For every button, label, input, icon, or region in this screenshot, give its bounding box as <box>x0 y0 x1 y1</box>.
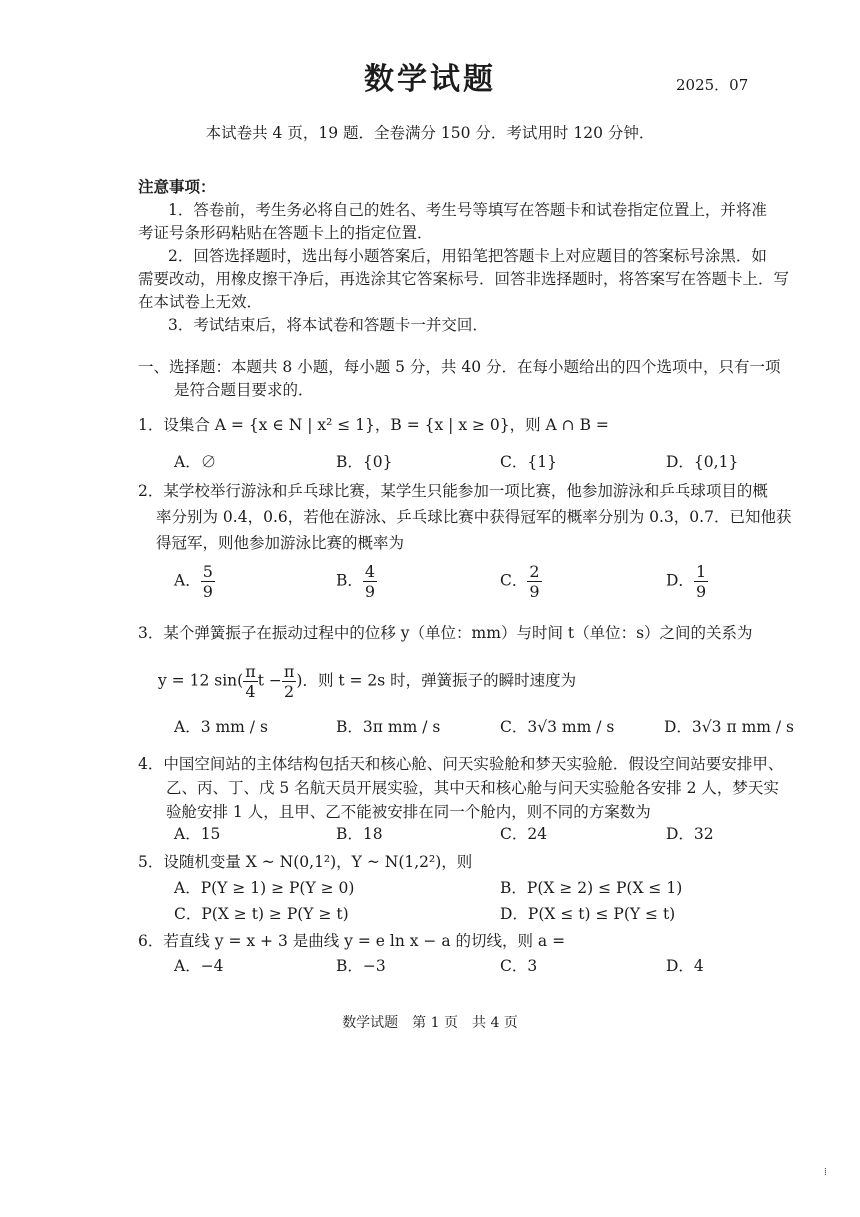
q5-option-c: C．P(X ≥ t) ≥ P(Y ≥ t) <box>174 905 349 923</box>
q6-option-a: A．−4 <box>174 957 224 975</box>
q5-option-d: D．P(X ≤ t) ≤ P(Y ≤ t) <box>500 905 676 923</box>
question-2-line: 率分别为 0.4，0.6，若他在游泳、乒乓球比赛中获得冠军的概率分别为 0.3，0.7．已知他获 <box>156 508 792 526</box>
q1-option-a: A．∅ <box>174 453 217 471</box>
notice-heading: 注意事项： <box>138 177 216 196</box>
page-footer: 数学试题 第 1 页 共 4 页 <box>342 1015 518 1031</box>
q4-option-c: C．24 <box>500 825 548 843</box>
notice-line: 3．考试结束后，将本试卷和答题卡一并交回． <box>168 316 488 334</box>
question-2-line: 得冠军，则他参加游泳比赛的概率为 <box>156 534 405 552</box>
q3-option-d: D．3√3 π mm / s <box>664 718 794 736</box>
notice-line: 在本试卷上无效． <box>138 293 263 311</box>
section-heading-cont: 是符合题目要求的． <box>174 381 314 399</box>
q3-option-b: B．3π mm / s <box>336 718 441 736</box>
q4-option-d: D．32 <box>666 825 714 843</box>
notice-line: 考证号条形码粘贴在答题卡上的指定位置． <box>138 224 433 242</box>
q4-option-b: B．18 <box>336 825 383 843</box>
question-4-line: 乙、丙、丁、戊 5 名航天员开展实验，其中天和核心舱与问天实验舱各安排 2 人，梦天实 <box>166 779 779 797</box>
question-6-stem: 6．若直线 y = x + 3 是曲线 y = e ln x − a 的切线，则 a = <box>138 932 566 950</box>
q2-option-d: D． $\frac{1}{9}$ <box>666 562 707 601</box>
page-title: 数学试题 <box>364 62 496 97</box>
question-3-line: 3．某个弹簧振子在振动过程中的位移 y（单位：mm）与时间 t（单位：s）之间的关系为 <box>138 624 753 642</box>
question-4-line: 验舱安排 1 人，且甲、乙不能被安排在同一个舱内，则不同的方案数为 <box>166 803 651 821</box>
q2-option-a: A． $\frac{5}{9}$ <box>174 562 213 601</box>
q3-option-a: A．3 mm / s <box>174 718 268 736</box>
q2-option-b: B． $\frac{4}{9}$ <box>336 562 376 601</box>
notice-line: 1．答卷前，考生务必将自己的姓名、考生号等填写在答题卡和试卷指定位置上，并将准 <box>168 201 767 219</box>
q1-option-d: D．{0,1} <box>666 453 739 471</box>
question-5-stem: 5．设随机变量 X ~ N(0,1²)，Y ~ N(1,2²)，则 <box>138 853 473 871</box>
question-1-stem: 1．设集合 A = {x ∈ N | x² ≤ 1}，B = {x | x ≥ 0}，则 A ∩ B = <box>138 416 609 434</box>
question-2-line: 2．某学校举行游泳和乒乓球比赛，某学生只能参加一项比赛，他参加游泳和乒乓球项目的概 <box>138 482 768 500</box>
q6-option-b: B．−3 <box>336 957 386 975</box>
question-4-line: 4．中国空间站的主体结构包括天和核心舱、问天实验舱和梦天实验舱．假设空间站要安排甲、 <box>138 755 784 773</box>
exam-date: 2025．07 <box>676 76 749 94</box>
q4-option-a: A．15 <box>174 825 221 843</box>
question-3-equation: y = 12 sin( $\frac{\pi}{4}$ t − $\frac{\pi}{2}$ )．则 t = 2s 时，弹簧振子的瞬时速度为 <box>158 662 577 701</box>
section-heading: 一、选择题：本题共 8 小题，每小题 5 分，共 40 分．在每小题给出的四个选项中，只有一项 <box>138 358 781 376</box>
q1-option-c: C．{1} <box>500 453 557 471</box>
notice-line: 2．回答选择题时，选出每小题答案后，用铅笔把答题卡上对应题目的答案标号涂黑．如 <box>168 247 767 265</box>
q5-option-a: A．P(Y ≥ 1) ≥ P(Y ≥ 0) <box>174 879 355 897</box>
q2-option-c: C． $\frac{2}{9}$ <box>500 562 540 601</box>
exam-intro: 本试卷共 4 页，19 题．全卷满分 150 分．考试用时 120 分钟． <box>205 124 655 142</box>
q3-option-c: C．3√3 mm / s <box>500 718 615 736</box>
notice-line: 需要改动，用橡皮擦干净后，再选涂其它答案标号．回答非选择题时，将答案写在答题卡上．写 <box>138 270 790 288</box>
q1-option-b: B．{0} <box>336 453 393 471</box>
q5-option-b: B．P(X ≥ 2) ≤ P(X ≤ 1) <box>500 879 683 897</box>
q6-option-d: D．4 <box>666 957 704 975</box>
scan-mark: ⁞ <box>824 1167 827 1178</box>
q6-option-c: C．3 <box>500 957 538 975</box>
